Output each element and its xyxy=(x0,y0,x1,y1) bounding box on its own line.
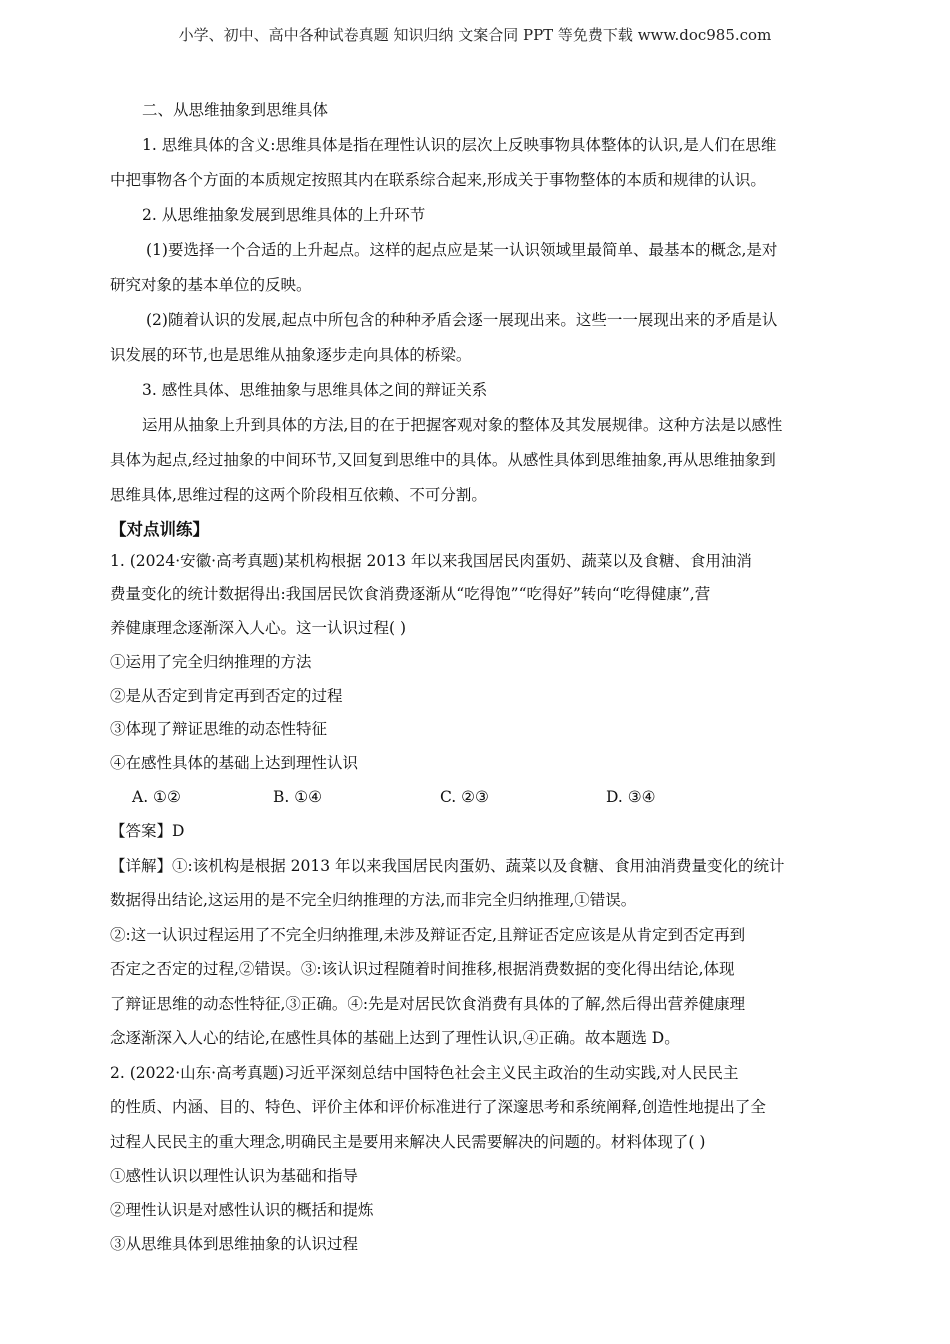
option-b: B. ①④ xyxy=(273,788,323,806)
section-heading: 二、从思维抽象到思维具体 xyxy=(142,101,329,119)
question-1-line: 1. (2024·安徽·高考真题)某机构根据 2013 年以来我国居民肉蛋奶、蔬菜以及食糖、食用油消 xyxy=(110,552,752,570)
paragraph-line: 识发展的环节,也是思维从抽象逐步走向具体的桥梁。 xyxy=(110,346,472,364)
question-2-line: 2. (2022·山东·高考真题)习近平深刻总结中国特色社会主义民主政治的生动实践,对人民民主 xyxy=(110,1064,739,1082)
option-a: A. ①② xyxy=(132,788,181,806)
paragraph-line: 1. 思维具体的含义:思维具体是指在理性认识的层次上反映事物具体整体的认识,是人们在思维 xyxy=(142,136,777,154)
option-d: D. ③④ xyxy=(606,788,656,806)
explanation-line: 数据得出结论,这运用的是不完全归纳推理的方法,而非完全归纳推理,①错误。 xyxy=(110,891,637,909)
paragraph-line: (2)随着认识的发展,起点中所包含的种种矛盾会逐一展现出来。这些一一展现出来的矛盾是认 xyxy=(146,311,778,329)
paragraph-line: 具体为起点,经过抽象的中间环节,又回复到思维中的具体。从感性具体到思维抽象,再从思维抽象到 xyxy=(110,451,776,469)
paragraph-line: (1)要选择一个合适的上升起点。这样的起点应是某一认识领域里最简单、最基本的概念,是对 xyxy=(146,241,778,259)
paragraph-line: 思维具体,思维过程的这两个阶段相互依赖、不可分割。 xyxy=(110,486,487,504)
option-c: C. ②③ xyxy=(440,788,489,806)
explanation-line: 念逐渐深入人心的结论,在感性具体的基础上达到了理性认识,④正确。故本题选 D。 xyxy=(110,1029,680,1047)
subheading: 2. 从思维抽象发展到思维具体的上升环节 xyxy=(142,206,426,224)
practice-heading: 【对点训练】 xyxy=(110,520,209,539)
explanation-line: 否定之否定的过程,②错误。③:该认识过程随着时间推移,根据消费数据的变化得出结论,体现 xyxy=(110,960,735,978)
explanation-line: 【详解】①:该机构是根据 2013 年以来我国居民肉蛋奶、蔬菜以及食糖、食用油消费量变化的统计 xyxy=(110,857,785,875)
statement-item: ③体现了辩证思维的动态性特征 xyxy=(110,720,328,738)
page-header: 小学、初中、高中各种试卷真题 知识归纳 文案合同 PPT 等免费下载 www.doc985.com xyxy=(178,26,772,44)
explanation-line: 了辩证思维的动态性特征,③正确。④:先是对居民饮食消费有具体的了解,然后得出营养健康理 xyxy=(110,995,746,1013)
subheading: 3. 感性具体、思维抽象与思维具体之间的辩证关系 xyxy=(142,381,488,399)
statement-item: ①感性认识以理性认识为基础和指导 xyxy=(110,1167,359,1185)
statement-item: ③从思维具体到思维抽象的认识过程 xyxy=(110,1235,359,1253)
paragraph-line: 运用从抽象上升到具体的方法,目的在于把握客观对象的整体及其发展规律。这种方法是以感性 xyxy=(142,416,783,434)
paragraph-line: 研究对象的基本单位的反映。 xyxy=(110,276,312,294)
statement-item: ②是从否定到肯定再到否定的过程 xyxy=(110,687,343,705)
question-2-line: 过程人民民主的重大理念,明确民主是要用来解决人民需要解决的问题的。材料体现了( ) xyxy=(110,1133,706,1151)
question-2-line: 的性质、内涵、目的、特色、评价主体和评价标准进行了深邃思考和系统阐释,创造性地提出了全 xyxy=(110,1098,766,1116)
answer-line: 【答案】D xyxy=(110,822,185,840)
statement-item: ②理性认识是对感性认识的概括和提炼 xyxy=(110,1201,374,1219)
statement-item: ④在感性具体的基础上达到理性认识 xyxy=(110,754,359,772)
statement-item: ①运用了完全归纳推理的方法 xyxy=(110,653,312,671)
question-1-line: 费量变化的统计数据得出:我国居民饮食消费逐渐从“吃得饱”“吃得好”转向“吃得健康”,营 xyxy=(110,585,711,603)
question-1-line: 养健康理念逐渐深入人心。这一认识过程( ) xyxy=(110,619,407,637)
explanation-line: ②:这一认识过程运用了不完全归纳推理,未涉及辩证否定,且辩证否定应该是从肯定到否定再到 xyxy=(110,926,746,944)
paragraph-line: 中把事物各个方面的本质规定按照其内在联系综合起来,形成关于事物整体的本质和规律的认识。 xyxy=(110,171,766,189)
